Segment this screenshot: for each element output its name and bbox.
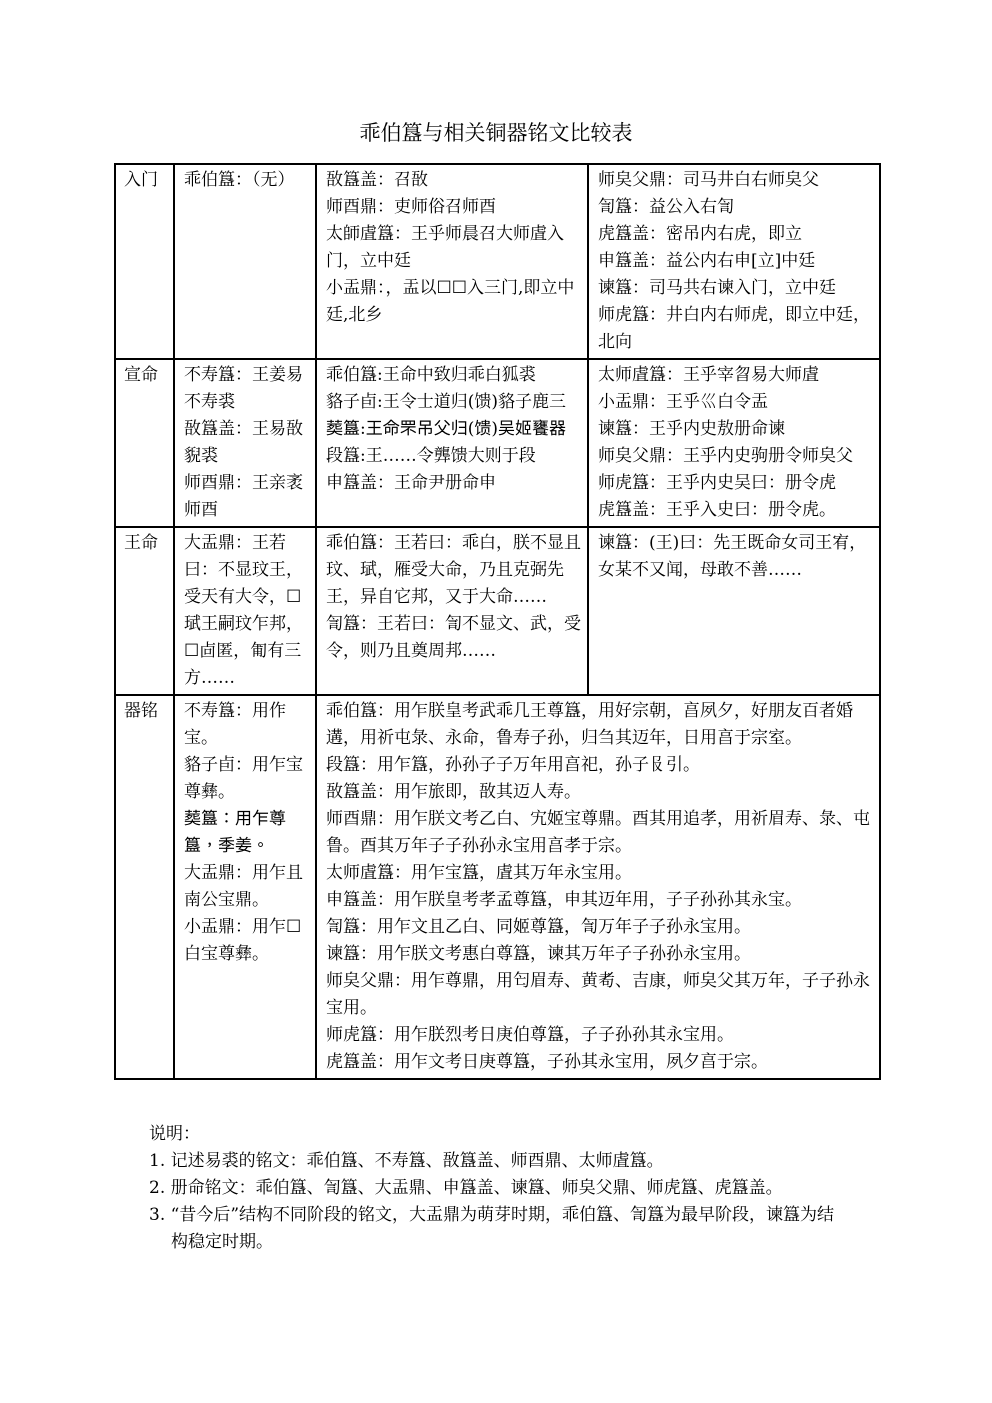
table-cell [316,527,588,695]
inscription-line: 訇簋：益公入右訇 [598,197,734,217]
category-cell: 王命 [115,527,174,695]
inscription-line: 小盂鼎：用乍☐白宝尊彝。 [184,917,302,964]
table-cell [316,164,588,359]
inscription-line: 师虎簋：井白内右师虎，即立中廷，北向 [598,305,870,352]
note-item: 1. 记述易裘的铭文：乖伯簋、不寿簋、敔簋盖、师酉鼎、太师虘簋。 [149,1151,664,1171]
inscription-line: 貉子卣:王令士道归(馈)貉子鹿三 [326,392,566,412]
notes-section [149,1121,849,1256]
table-cell [174,695,316,1079]
inscription-line: 太师虘簋：王乎宰曶易大师虘 [598,365,819,385]
inscription-line: 乖伯簋:王命中致归乖白狐裘 [326,365,536,385]
inscription-line: 虎簋盖：密吊内右虎，即立 [598,224,802,244]
table-cell [174,164,316,359]
table-row [115,695,880,1079]
inscription-line: 大盂鼎：王若曰：不显玟王，受天有大令，☐珷王嗣玟乍邦，☐㔽匿，匍有三方…… [184,533,303,688]
table-cell [588,164,880,359]
inscription-line: 敔簋盖：召敔 [326,170,428,190]
inscription-line: 虎簋盖：用乍文考日庚尊簋，子孙其永宝用，夙夕亯于宗。 [326,1052,768,1072]
inscription-line: 小盂鼎：，盂以☐☐入三门,即立中廷,北乡 [326,278,575,325]
inscription-line: 貉子卣：用乍宝尊彝。 [184,755,303,802]
inscription-line: 乖伯簋：用乍朕皇考武乖几王尊簋，用好宗朝，亯夙夕，好朋友百者婚遘，用祈屯彔、永命，鲁寿子孙，归刍其迈年，日用亯于宗室。 [326,701,853,748]
table-row [115,164,880,359]
table-row [115,527,880,695]
inscription-line: 师酉鼎：吏师俗召师酉 [326,197,496,217]
category-cell: 宣命 [115,359,174,527]
notes-heading: 说明： [149,1124,200,1144]
inscription-line: 段簋：用乍簋，孙孙子子万年用亯祀，孙子𠬝引。 [326,755,700,775]
inscription-line: 申簋盖：王命尹册命申 [326,473,496,493]
inscription-line: 师㚖父鼎：司马井白右师㚖父 [598,170,819,190]
inscription-line: 太師虘簋：王乎师晨召大师虘入门，立中廷 [326,224,564,271]
inscription-line: 太师虘簋：用乍宝簋，虘其万年永宝用。 [326,863,632,883]
inscription-line: 小盂鼎：王乎𡿦白令盂 [598,392,768,412]
inscription-line: 申簋盖：益公内右申[立]中廷 [598,251,816,271]
note-item: 3. “昔今后”结构不同阶段的铭文，大盂鼎为萌芽时期，乖伯簋、訇簋为最早阶段，谏簋为结构稳定时期。 [149,1205,835,1252]
inscription-line: 訇簋：用乍文且乙白、同姬尊簋，訇万年子子孙永宝用。 [326,917,751,937]
inscription-line: 不寿簋：王姜易不寿裘 [184,365,303,412]
inscription-line: 谏簋：(王)曰：先王既命女司王宥，女某不又闻，母敢不善…… [598,533,867,580]
inscription-line: 师酉鼎：王亲袤师酉 [184,473,303,520]
inscription-line: 乖伯簋：王若曰：乖白，朕不显且玟、珷，雁受大命，乃且克弼先王，异自它邦，又于大命…… [326,533,581,607]
inscription-line: 𦵏簋：用乍尊簋，季姜。 [184,809,286,856]
inscription-line: 师酉鼎：用乍朕文考乙白、宄姬宝尊鼎。酉其用追孝，用祈眉寿、彔、屯鲁。酉其万年子子孙孙永宝用亯孝于宗。 [326,809,870,856]
inscription-line: 申簋盖：用乍朕皇考孝孟尊簋，申其迈年用，子子孙孙其永宝。 [326,890,802,910]
inscription-line: 段簋:王……令龏馈大则于段 [326,446,536,466]
inscription-line: 敔簋盖：用乍旅即，敔其迈人寿。 [326,782,581,802]
inscription-line: 师虎簋：王乎内史吴曰：册令虎 [598,473,836,493]
page-title: 乖伯簋与相关铜器铭文比较表 [359,121,633,145]
inscription-line: 师㚖父鼎：用乍尊鼎，用匄眉寿、黄耇、吉康，师㚖父其万年，子子孙永宝用。 [326,971,870,1018]
inscription-line: 不寿簋：用作宝。 [184,701,286,748]
inscription-line: 谏簋：用乍朕文考惠白尊簋，谏其万年子子孙孙永宝用。 [326,944,751,964]
inscription-line: 大盂鼎：用乍且南公宝鼎。 [184,863,303,910]
inscription-line: 敔簋盖：王易敔貎裘 [184,419,303,466]
inscription-line: 谏簋：司马共右谏入门，立中廷 [598,278,836,298]
table-row [115,359,880,527]
table-cell [316,359,588,527]
inscription-line: 师虎簋：用乍朕烈考日庚伯尊簋，子子孙孙其永宝用。 [326,1025,734,1045]
table-cell [588,527,880,695]
inscription-line: 谏簋：王乎内史敖册命谏 [598,419,785,439]
inscription-line: 乖伯簋：（无） [184,170,295,190]
inscription-line: 訇簋：王若曰：訇不显文、武，受令，则乃且奠周邦…… [326,614,581,661]
inscription-line: 虎簋盖：王乎入史曰：册令虎。 [598,500,836,520]
table-cell [588,359,880,527]
comparison-table [114,163,881,1080]
category-cell: 器铭 [115,695,174,1079]
inscription-line: 师㚖父鼎：王乎内史驹册令师㚖父 [598,446,853,466]
category-cell: 入门 [115,164,174,359]
table-cell [174,527,316,695]
table-cell [316,695,880,1079]
note-item: 2. 册命铭文：乖伯簋、訇簋、大盂鼎、申簋盖、谏簋、师㚖父鼎、师虎簋、虎簋盖。 [149,1178,783,1198]
table-cell [174,359,316,527]
inscription-line: 𦵏簋:王命罘吊父归(馈)吴姬饔器 [326,419,566,439]
